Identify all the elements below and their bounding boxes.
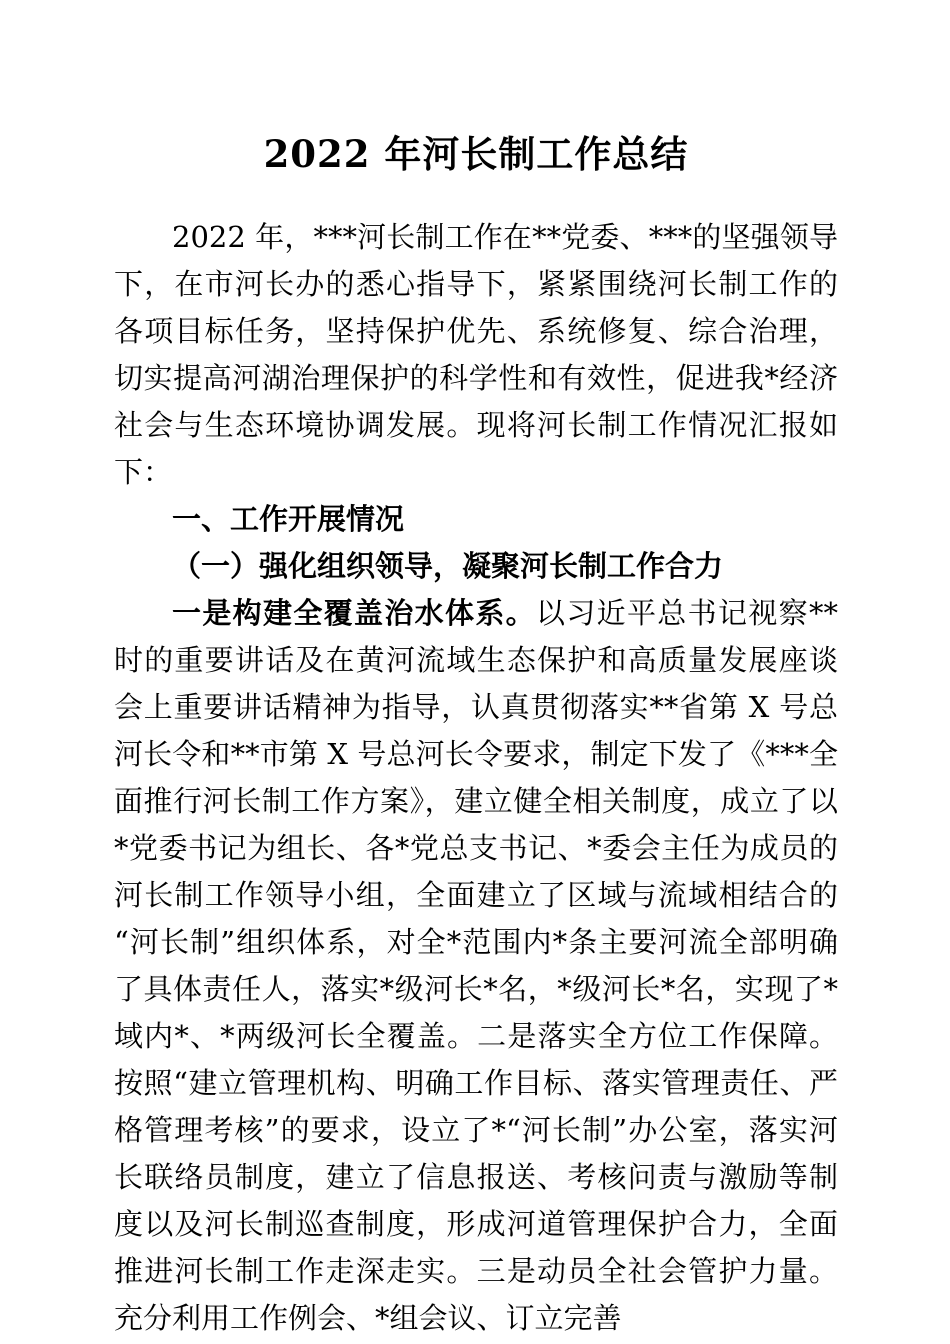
body-paragraph — [114, 590, 838, 1342]
intro-paragraph: 2022 年，***河长制工作在**党委、***的坚强领导下，在市河长办的悉心指导下，紧紧围绕河长制工作的各项目标任务，坚持保护优先、系统修复、综合治理，切实提高河湖治理保护的科学性和有效性，促进我*经济社会与生态环境协调发展。现将河长制工作情况汇报如下： — [114, 220, 838, 489]
sub-section-heading: （一）强化组织领导，凝聚河长制工作合力 — [172, 549, 724, 583]
paragraph-lead-bold: 一是构建全覆盖治水体系。 — [172, 596, 536, 630]
section-heading: 一、工作开展情况 — [172, 502, 405, 536]
page-title: 2022 年河长制工作总结 — [263, 132, 689, 176]
paragraph-text: 以习近平总书记视察**时的重要讲话及在黄河流域生态保护和高质量发展座谈会上重要讲话精神为指导，认真贯彻落实**省第 X 号总河长令和**市第 X 号总河长令要求，制定下发了《***全面推行河长制工作方案》，建立健全相关制度，成立了以*党委书记为组长、各*党总支书记、*委会主任为成员的河长制工作领导小组，全面建立了区域与流域相结合的“河长制”组织体系，对全*范围内*条主要河流全部明确了具体责任人，落实*级河长*名，*级河长*名，实现了*域内*、*两级河长全覆盖。二是落实全方位工作保障。按照“建立管理机构、明确工作目标、落实管理责任、严格管理考核”的要求，设立了*“河长制”办公室，落实河长联络员制度，建立了信息报送、考核问责与激励等制度以及河长制巡查制度，形成河道管理保护合力，全面推进河长制工作走深走实。三是动员全社会管护力量。充分利用工作例会、*组会议、订立完善 — [114, 596, 838, 1335]
